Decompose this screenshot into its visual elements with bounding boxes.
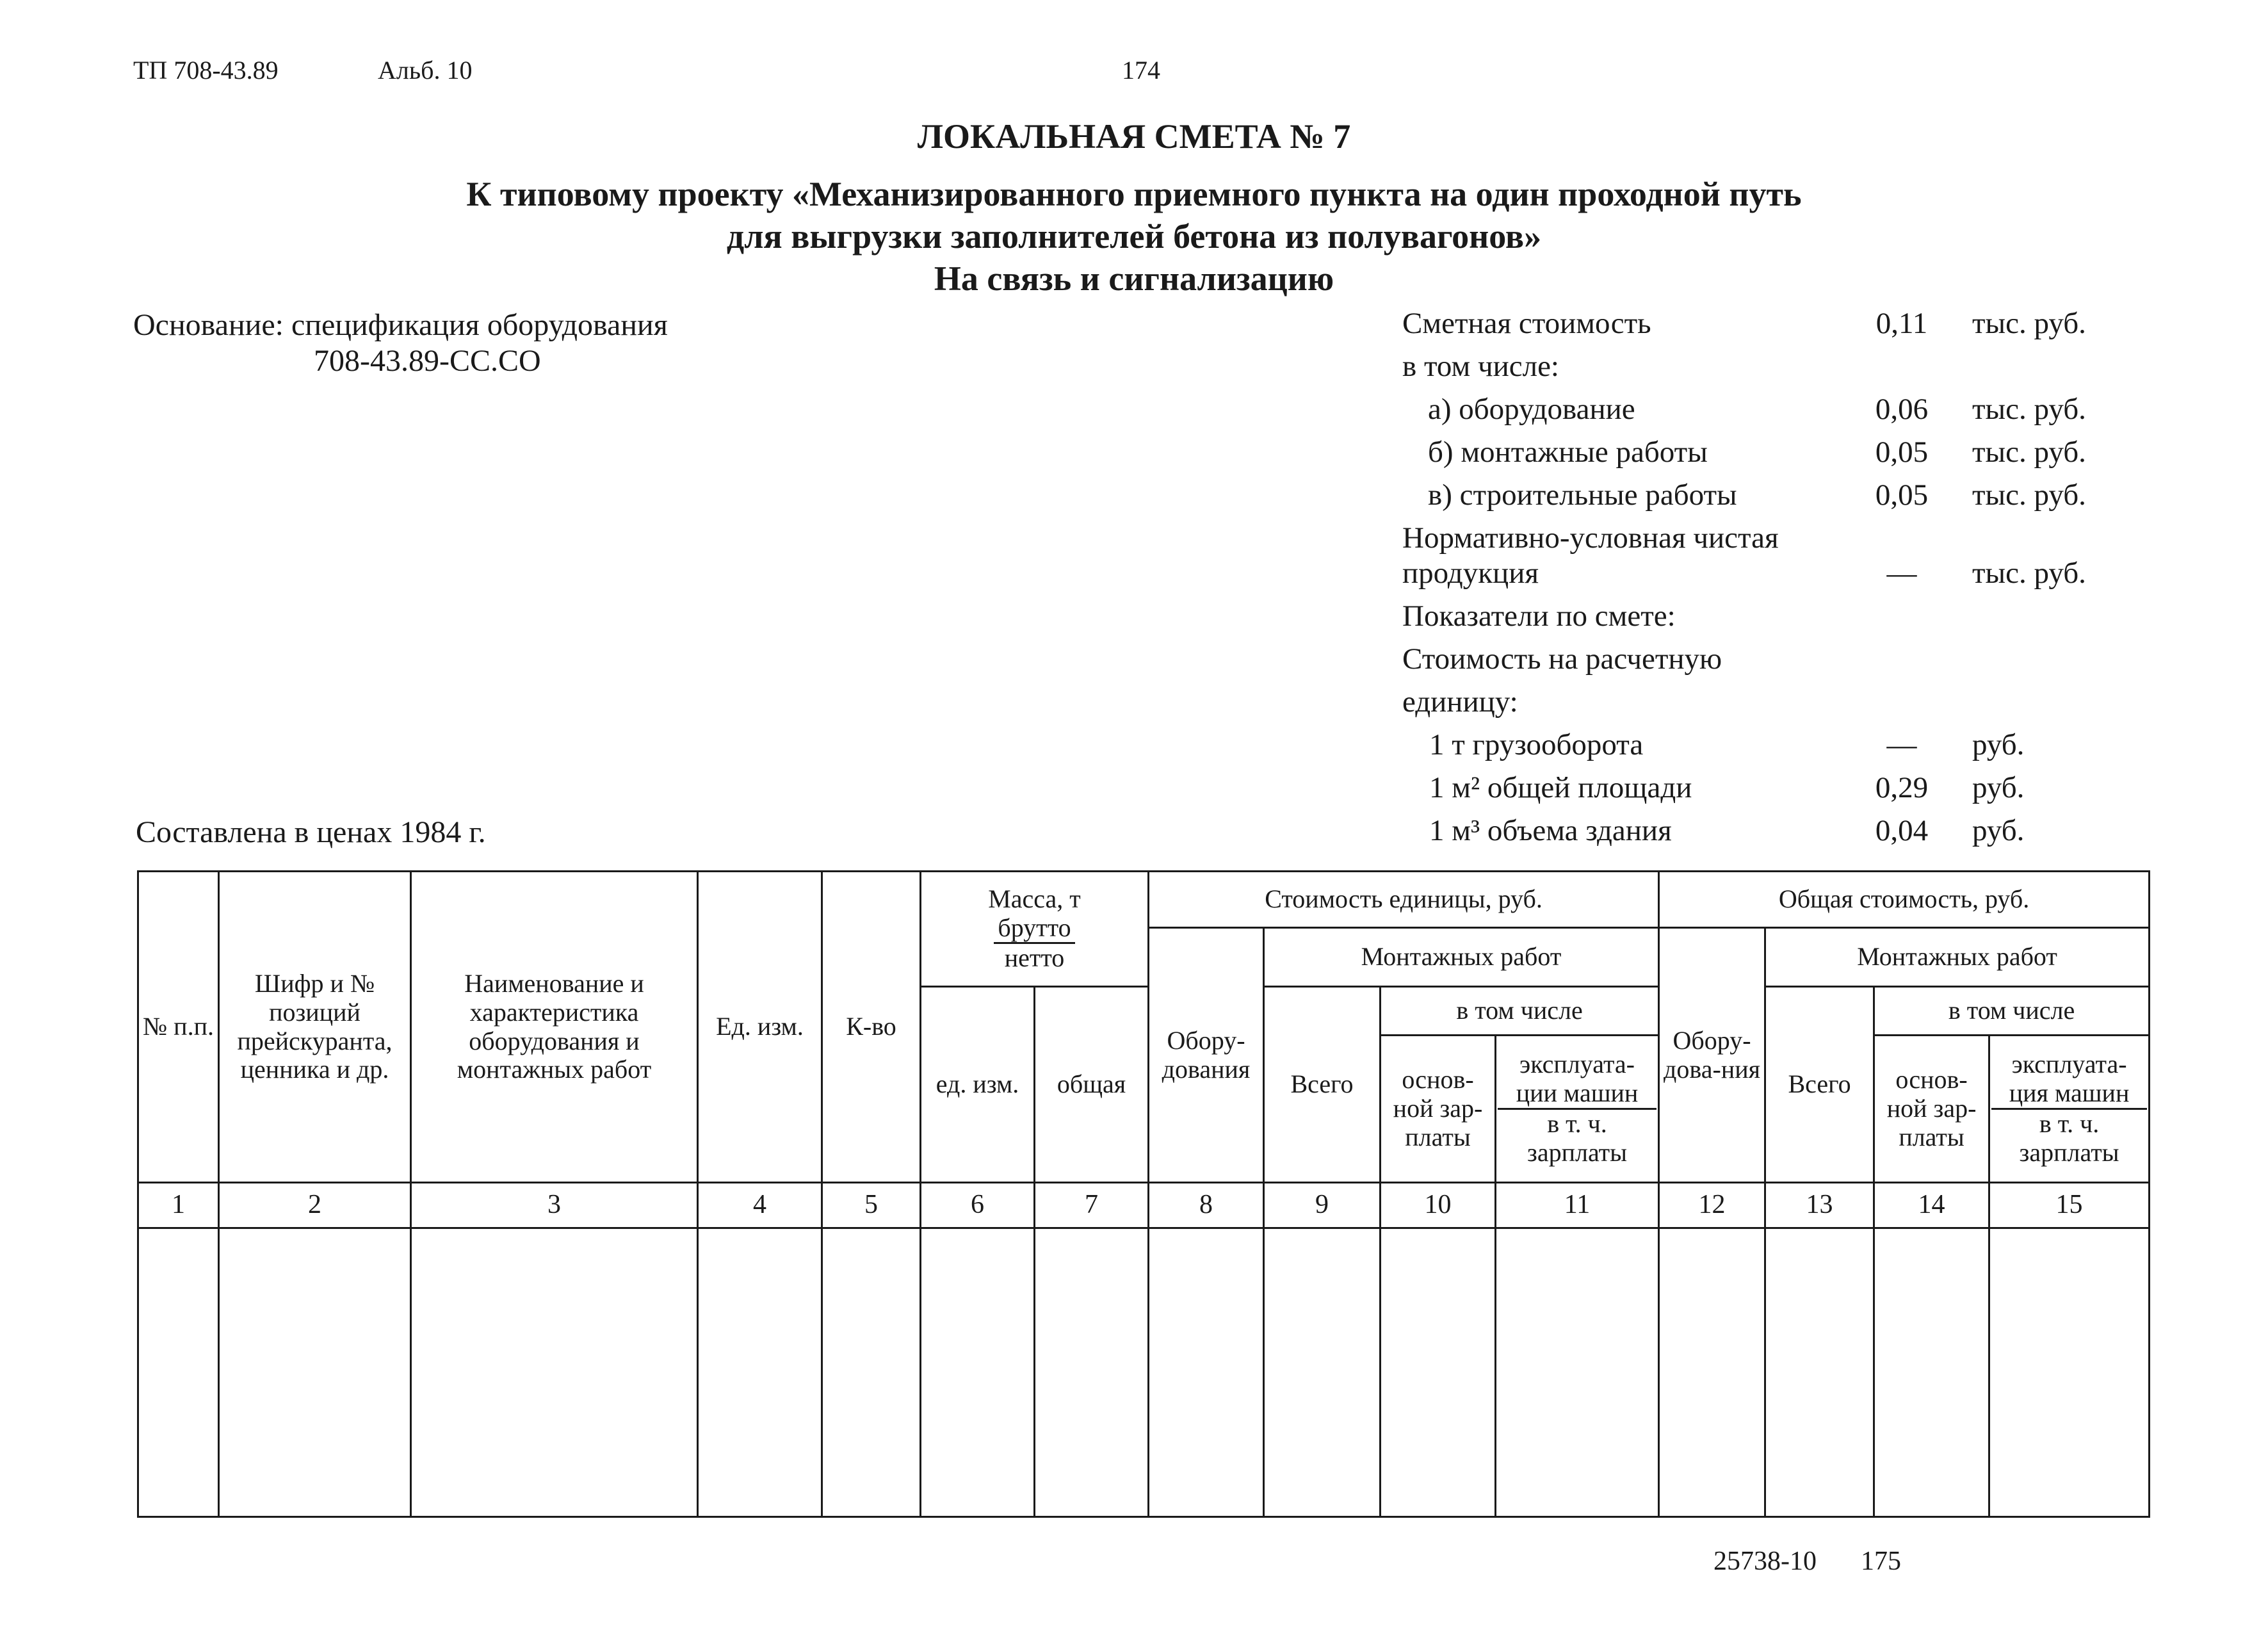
summary-label: 1 м² общей площади (1429, 771, 1692, 804)
col-number: 8 (1149, 1183, 1264, 1228)
col-number: 1 (138, 1183, 219, 1228)
header-machine-total (1989, 1036, 2150, 1183)
title-line-2: К типовому проекту «Механизированного приемного пункта на один проходной путь (466, 175, 1802, 213)
summary-value: 0,29 (1875, 771, 1929, 804)
summary-unit: руб. (1972, 728, 2025, 761)
empty-cell (1035, 1228, 1149, 1517)
col-number: 7 (1035, 1183, 1149, 1228)
header-mass-total: общая (1035, 987, 1149, 1183)
title-line-1: ЛОКАЛЬНАЯ СМЕТА № 7 (917, 117, 1351, 156)
summary-value: 0,05 (1875, 435, 1929, 469)
col-number: 11 (1496, 1183, 1659, 1228)
header-num: № п.п. (138, 872, 219, 1183)
summary-value: 0,04 (1875, 814, 1929, 847)
empty-cell (219, 1228, 411, 1517)
header-install-unit: Монтажных работ (1264, 928, 1659, 987)
col-number: 12 (1659, 1183, 1765, 1228)
summary-label: продукция (1402, 557, 1539, 590)
summary-label: в) строительные работы (1428, 478, 1737, 512)
summary-value: 0,05 (1875, 478, 1929, 512)
empty-cell (921, 1228, 1035, 1517)
summary-value: — (1886, 557, 1917, 590)
summary-label: Стоимость на расчетную (1402, 642, 1722, 676)
col-number: 5 (822, 1183, 921, 1228)
summary-label: в том числе: (1402, 350, 1559, 383)
title-line-4: На связь и сигнализацию (934, 259, 1334, 298)
header-incl-total: в том числе (1874, 987, 2150, 1036)
summary-unit: руб. (1972, 771, 2025, 804)
footer-code: 25738-10 (1713, 1547, 1817, 1576)
summary-label: единицу: (1402, 685, 1518, 719)
col-number: 14 (1874, 1183, 1989, 1228)
empty-cell (1874, 1228, 1989, 1517)
empty-cell (698, 1228, 822, 1517)
empty-cell (1765, 1228, 1874, 1517)
empty-cell (1496, 1228, 1659, 1517)
summary-unit: тыс. руб. (1972, 478, 2086, 512)
summary-label: 1 т грузооборота (1429, 728, 1644, 761)
machine-wage-label: в т. ч. зарплаты (2019, 1109, 2119, 1167)
col-number: 9 (1264, 1183, 1381, 1228)
header-machine-unit (1496, 1036, 1659, 1183)
col-number: 10 (1381, 1183, 1496, 1228)
empty-cell (1659, 1228, 1765, 1517)
empty-cell (411, 1228, 698, 1517)
header-mass (921, 872, 1149, 987)
col-number: 4 (698, 1183, 822, 1228)
header-qty: К-во (822, 872, 921, 1183)
header-code: Шифр и № позиций прейскуранта, ценника и др. (219, 872, 411, 1183)
album-label: Альб. 10 (378, 56, 473, 85)
header-mass-unit: ед. изм. (921, 987, 1035, 1183)
empty-cell (822, 1228, 921, 1517)
machine-wage-label: в т. ч. зарплаты (1527, 1109, 1628, 1167)
machine-op-label: эксплуата-ции машин (1498, 1050, 1656, 1110)
empty-cell (1381, 1228, 1496, 1517)
summary-unit: тыс. руб. (1972, 435, 2086, 469)
footer-page: 175 (1861, 1547, 1901, 1576)
mass-gross: брутто (994, 914, 1074, 945)
header-equipment-unit: Обору-дования (1149, 928, 1264, 1183)
column-number-row (138, 1183, 2150, 1228)
summary-label: Нормативно-условная чистая (1402, 521, 1779, 555)
header-equipment-total: Обору-дова-ния (1659, 928, 1765, 1183)
basis-line-2: 708-43.89-СС.СО (314, 344, 541, 378)
header-base-wage-total: основ-ной зар-платы (1874, 1036, 1989, 1183)
basis-line-1: Основание: спецификация оборудования (133, 308, 668, 342)
header-unit: Ед. изм. (698, 872, 822, 1183)
summary-label: б) монтажные работы (1428, 435, 1708, 469)
summary-value: 0,11 (1875, 307, 1928, 340)
header-name: Наименование и характеристика оборудования и монтажных работ (411, 872, 698, 1183)
table-body-row (138, 1228, 2150, 1517)
summary-label: Сметная стоимость (1402, 307, 1651, 340)
empty-cell (1149, 1228, 1264, 1517)
header-total-cost: Общая стоимость, руб. (1659, 872, 2150, 928)
col-number: 15 (1989, 1183, 2150, 1228)
header-total-total: Всего (1765, 987, 1874, 1183)
header-incl-unit: в том числе (1381, 987, 1659, 1036)
empty-cell (138, 1228, 219, 1517)
summary-unit: тыс. руб. (1972, 557, 2086, 590)
col-number: 13 (1765, 1183, 1874, 1228)
summary-label: Показатели по смете: (1402, 599, 1676, 633)
summary-unit: руб. (1972, 814, 2025, 847)
header-unit-cost: Стоимость единицы, руб. (1149, 872, 1659, 928)
summary-label: а) оборудование (1428, 393, 1635, 426)
col-number: 6 (921, 1183, 1035, 1228)
mass-label: Масса, т (988, 884, 1081, 913)
doc-code: ТП 708-43.89 (133, 56, 279, 85)
header-total-unit: Всего (1264, 987, 1381, 1183)
col-number: 2 (219, 1183, 411, 1228)
summary-value: — (1886, 728, 1917, 761)
title-line-3: для выгрузки заполнителей бетона из полувагонов» (726, 217, 1542, 256)
empty-cell (1989, 1228, 2150, 1517)
summary-unit: тыс. руб. (1972, 393, 2086, 426)
empty-cell (1264, 1228, 1381, 1517)
header-base-wage-unit: основ-ной зар-платы (1381, 1036, 1496, 1183)
summary-value: 0,06 (1875, 393, 1929, 426)
page-number: 174 (1122, 56, 1160, 85)
prices-note: Составлена в ценах 1984 г. (136, 815, 486, 849)
col-number: 3 (411, 1183, 698, 1228)
summary-label: 1 м³ объема здания (1429, 814, 1672, 847)
estimate-table (137, 870, 2150, 1518)
mass-net: нетто (1004, 943, 1065, 973)
machine-op-label: эксплуата-ция машин (1991, 1050, 2147, 1110)
summary-unit: тыс. руб. (1972, 307, 2086, 340)
header-install-total: Монтажных работ (1765, 928, 2150, 987)
